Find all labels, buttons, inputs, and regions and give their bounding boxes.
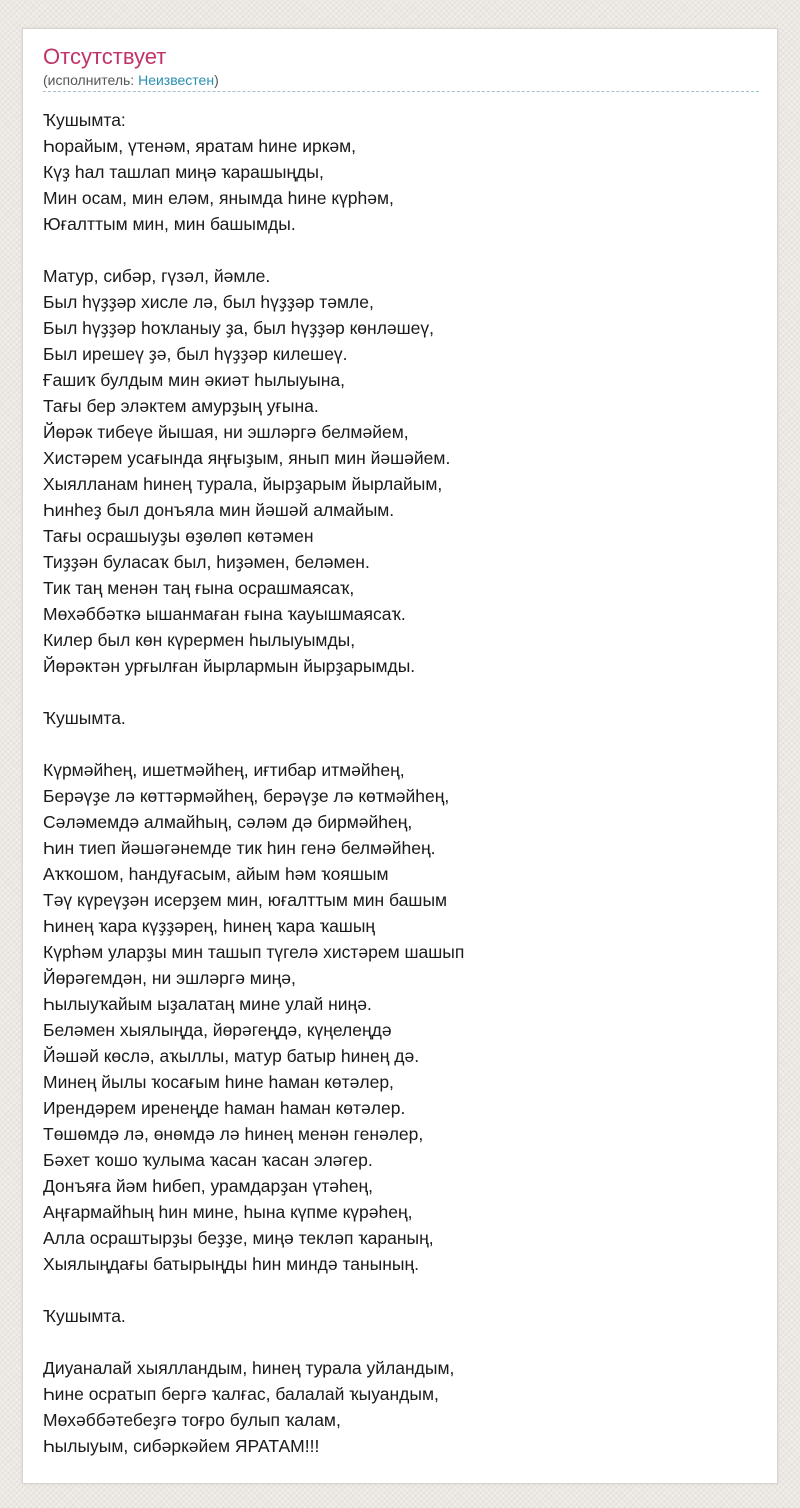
lyric-line: Йөрәк тибеүе йышая, ни эшләргә белмәйем,: [43, 422, 409, 442]
lyric-line: Бәхет ҡошо ҡулыма ҡасан ҡасан эләгер.: [43, 1150, 373, 1170]
lyric-line: Матур, сибәр, гүзәл, йәмле.: [43, 266, 271, 286]
lyric-line: Аҡҡошом, һандуғасым, айым һәм ҡояшым: [43, 864, 389, 884]
artist-link[interactable]: Неизвестен: [138, 72, 215, 88]
lyric-line: Йәшәй көслә, аҡыллы, матур батыр һинең дә.: [43, 1046, 420, 1066]
artist-prefix: (исполнитель:: [43, 72, 139, 88]
lyric-line: Мөхәббәтебеҙгә тоғро булып ҡалам,: [43, 1410, 341, 1430]
lyric-line: Һылыуым, сибәркәйем ЯРАТАМ!!!: [43, 1436, 320, 1456]
lyric-line: Йөрәгемдән, ни эшләргә миңә,: [43, 968, 296, 988]
lyric-line: Юғалттым мин, мин башымды.: [43, 214, 296, 234]
lyric-line: Был һүҙҙәр һоҡланыу ҙа, был һүҙҙәр көнләшеү,: [43, 318, 435, 338]
stanza-gap: [43, 237, 759, 263]
stanza-gap: [43, 731, 759, 757]
lyric-line: Тик таң менән таң ғына осрашмаясаҡ,: [43, 578, 355, 598]
lyric-line: Мөхәббәткә ышанмаған ғына ҡауышмаясаҡ.: [43, 604, 406, 624]
lyric-line: Тағы бер эләктем амурҙың уғына.: [43, 396, 319, 416]
lyric-line: Мин осам, мин еләм, янымда һине күрһәм,: [43, 188, 394, 208]
lyric-line: Төшөмдә лә, өнөмдә лә һинең менән генәлер,: [43, 1124, 424, 1144]
lyric-line: Һорайым, үтенәм, яратам һине иркәм,: [43, 136, 356, 156]
lyric-line: Ҡушымта.: [43, 708, 126, 728]
lyric-line: Күрмәйһең, ишетмәйһең, иғтибар итмәйһең,: [43, 760, 405, 780]
lyric-line: Был ирешеү ҙә, был һүҙҙәр килешеү.: [43, 344, 348, 364]
lyric-line: Хыялыңдағы батырыңды һин миндә танының.: [43, 1254, 420, 1274]
lyric-line: Күҙ һал ташлап миңә ҡарашыңды,: [43, 162, 324, 182]
lyric-line: Һылыуҡайым ыҙалатаң мине улай ниңә.: [43, 994, 372, 1014]
stanza-gap: [43, 679, 759, 705]
lyric-line: Тағы осрашыуҙы өҙөлөп көтәмен: [43, 526, 314, 546]
lyric-line: Йөрәктән урғылған йырлармын йырҙарымды.: [43, 656, 416, 676]
lyric-line: Аңғармайһың һин мине, һына күпме күрәһең,: [43, 1202, 413, 1222]
lyric-line: Ирендәрем иренеңде һаман һаман көтәлер.: [43, 1098, 406, 1118]
lyric-line: Был һүҙҙәр хисле лә, был һүҙҙәр тәмле,: [43, 292, 374, 312]
lyric-line: Һинһеҙ был донъяла мин йәшәй алмайым.: [43, 500, 395, 520]
stanza-gap: [43, 1277, 759, 1303]
lyric-line: Хыялланам һинең турала, йырҙарым йырлайым,: [43, 474, 443, 494]
lyric-line: Ҡушымта:: [43, 110, 126, 130]
lyric-line: Ғашиҡ булдым мин әкиәт һылыуына,: [43, 370, 345, 390]
stanza-gap: [43, 1329, 759, 1355]
lyric-line: Сәләмемдә алмайһың, сәләм дә бирмәйһең,: [43, 812, 413, 832]
lyric-line: Килер был көн күрермен һылыуымды,: [43, 630, 356, 650]
lyric-line: Һин тиеп йәшәгәнемде тик һин генә белмәйһең.: [43, 838, 436, 858]
artist-suffix: ): [214, 72, 219, 88]
lyric-line: Хистәрем усағында яңғыҙым, янып мин йәшәйем.: [43, 448, 451, 468]
lyric-line: Диуаналай хыялландым, һинең турала уйландым,: [43, 1358, 455, 1378]
lyric-line: Һине осратып бергә ҡалғас, балалай ҡыуандым,: [43, 1384, 439, 1404]
lyric-line: Минең йылы ҡосағым һине һаман көтәлер,: [43, 1072, 394, 1092]
lyric-line: Беләмен хыялыңда, йөрәгеңдә, күңелеңдә: [43, 1020, 392, 1040]
lyric-line: Күрһәм уларҙы мин ташып түгелә хистәрем шашып: [43, 942, 465, 962]
lyric-line: Берәүҙе лә көттәрмәйһең, берәүҙе лә көтмәйһең,: [43, 786, 450, 806]
song-title: Отсутствует: [43, 44, 167, 69]
lyric-line: Ҡушымта.: [43, 1306, 126, 1326]
lyric-line: Тиҙҙән буласаҡ был, һиҙәмен, беләмен.: [43, 552, 370, 572]
lyric-line: Һинең ҡара күҙҙәрең, һинең ҡара ҡашың: [43, 916, 376, 936]
lyrics-text: [43, 107, 759, 1459]
lyric-line: Донъяға йәм һибеп, урамдарҙан үтәһең,: [43, 1176, 374, 1196]
song-header: [43, 43, 759, 92]
lyric-line: Тәү күреүҙән исерҙем мин, юғалттым мин башым: [43, 890, 448, 910]
artist-line: [43, 71, 759, 89]
lyrics-card: [22, 28, 778, 1484]
lyric-line: Алла осраштырҙы беҙҙе, миңә текләп ҡараның,: [43, 1228, 434, 1248]
